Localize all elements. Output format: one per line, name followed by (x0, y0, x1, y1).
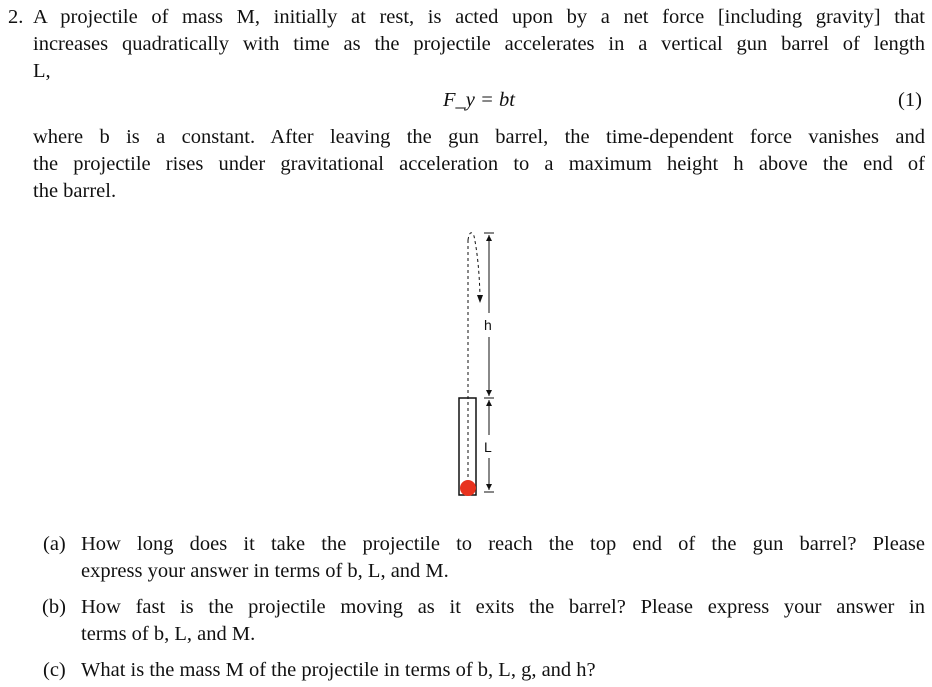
length-label: L (484, 439, 492, 455)
part-a-line-1: How long does it take the projectile to reach the top end of the gun barrel? Please (81, 533, 925, 555)
after-line-1: where b is a constant. After leaving the gun barrel, the time-dependent force vanishes and (33, 126, 925, 148)
height-label: h (484, 317, 492, 333)
part-a-label: (a) (43, 533, 66, 555)
projectile-ball (460, 480, 476, 496)
part-b-line-2: terms of b, L, and M. (81, 623, 256, 645)
trajectory-curve (468, 233, 480, 296)
equation-number: (1) (898, 89, 922, 111)
after-line-2: the projectile rises under gravitational acceleration to a maximum height h above the end of (33, 153, 925, 175)
intro-line-3: L, (33, 60, 51, 82)
equation: F_y = bt (443, 89, 515, 111)
after-line-3: the barrel. (33, 180, 117, 202)
part-b-label: (b) (42, 596, 66, 618)
part-c-label: (c) (43, 659, 66, 681)
intro-line-2: increases quadratically with time as the projectile accelerates in a vertical gun barrel of length (33, 33, 925, 55)
part-c-line-1: What is the mass M of the projectile in terms of b, L, g, and h? (81, 659, 596, 681)
arrow-head (477, 295, 483, 303)
intro-line-1: A projectile of mass M, initially at rest, is acted upon by a net force [including gravity] that (33, 6, 925, 28)
problem-number: 2. (8, 6, 24, 28)
part-b-line-1: How fast is the projectile moving as it exits the barrel? Please express your answer in (81, 596, 925, 618)
part-a-line-2: express your answer in terms of b, L, and M. (81, 560, 449, 582)
